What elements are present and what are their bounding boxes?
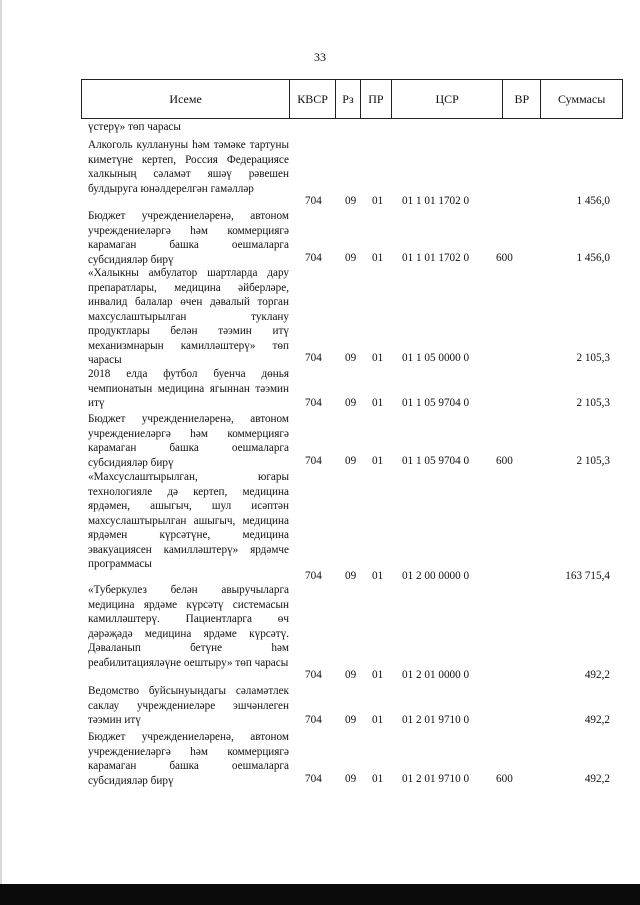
row-sum: 1 456,0: [576, 252, 610, 264]
row-name: үстерү» төп чарасы: [88, 121, 181, 133]
row-sum: 2 105,3: [576, 455, 610, 467]
row-name: «Халыкны амбулатор шартларда дару препаратлары, медицина әйберләре, инвалид балалар өчен дәвалый торган махсуслаштырылган туклану продуктлары белән тәэмин итү механизмнарын камилләштерү» төп чарасы: [88, 267, 289, 366]
row-kvsr: 704: [305, 397, 322, 409]
row-sum: 1 456,0: [576, 195, 610, 207]
row-csr: 01 1 05 9704 0: [402, 397, 470, 409]
row-kvsr: 704: [305, 570, 322, 582]
row-pr: 01: [372, 397, 384, 409]
row-csr: 01 2 01 9710 0: [402, 714, 470, 726]
row-vr: 600: [496, 773, 513, 785]
row-rz: 09: [345, 252, 357, 264]
row-name: «Махсуслаштырылган, югары технологияле дә кертеп, медицина ярдәмен, ашыгыч, шул исәптән махсуслаштырылган ашыгыч, медицина ярдәмен күрсәтүне, медицина эвакуациясен камилләштерү» ярдәмче программасы: [88, 471, 289, 570]
row-csr: 01 1 05 0000 0: [402, 352, 470, 364]
row-rz: 09: [345, 455, 357, 467]
header-pr: ПР: [361, 80, 392, 118]
header-vr: ВР: [503, 80, 541, 118]
row-sum: 492,2: [584, 669, 610, 681]
row-rz: 09: [345, 195, 357, 207]
header-csr: ЦСР: [392, 80, 504, 118]
row-csr: 01 2 01 9710 0: [402, 773, 470, 785]
row-csr: 01 1 05 9704 0: [402, 455, 470, 467]
row-kvsr: 704: [305, 252, 322, 264]
row-sum: 492,2: [584, 773, 610, 785]
row-kvsr: 704: [305, 195, 322, 207]
row-rz: 09: [345, 397, 357, 409]
header-rz: Рз: [336, 80, 361, 118]
row-kvsr: 704: [305, 773, 322, 785]
table-header: [81, 79, 623, 119]
row-csr: 01 1 01 1702 0: [402, 252, 470, 264]
row-sum: 2 105,3: [576, 397, 610, 409]
row-sum: 492,2: [584, 714, 610, 726]
row-name: Бюджет учреждениеләренә, автоном учреждениеләргә һәм коммерциягә карамаган башка оешмаларга субсидияләр бирү: [88, 413, 289, 469]
page-number: 33: [314, 50, 326, 64]
row-kvsr: 704: [305, 669, 322, 681]
row-pr: 01: [372, 570, 384, 582]
row-csr: 01 2 01 0000 0: [402, 669, 470, 681]
header-kvsr: КВСР: [290, 80, 336, 118]
row-sum: 163 715,4: [565, 570, 610, 582]
row-rz: 09: [345, 352, 357, 364]
row-name: Бюджет учреждениеләренә, автоном учреждениеләргә һәм коммерциягә карамаган башка оешмаларга субсидияләр бирү: [88, 731, 289, 787]
scan-edge: [0, 0, 2, 884]
row-pr: 01: [372, 195, 384, 207]
row-rz: 09: [345, 669, 357, 681]
row-kvsr: 704: [305, 455, 322, 467]
row-vr: 600: [496, 455, 513, 467]
row-sum: 2 105,3: [576, 352, 610, 364]
header-name: Исеме: [82, 80, 290, 118]
row-pr: 01: [372, 455, 384, 467]
row-pr: 01: [372, 773, 384, 785]
row-rz: 09: [345, 773, 357, 785]
header-sum: Суммасы: [557, 91, 606, 106]
row-pr: 01: [372, 352, 384, 364]
row-pr: 01: [372, 252, 384, 264]
scan-bottom-border: [0, 884, 640, 905]
row-kvsr: 704: [305, 352, 322, 364]
row-vr: 600: [496, 252, 513, 264]
row-name: Алкоголь куллануны һәм тәмәке тартуны киметүне кертеп, Россия Федерациясе халкының сәламәт яшәү рәвешен булдыруга юнәлдерелгән гамәлләр: [88, 139, 289, 195]
row-kvsr: 704: [305, 714, 322, 726]
row-name: 2018 елда футбол буенча дөнья чемпионатын медицина ягыннан тәэмин итү: [88, 368, 289, 409]
row-name: Бюджет учреждениеләренә, автоном учреждениеләргә һәм коммерциягә карамаган башка оешмаларга субсидияләр бирү: [88, 210, 289, 266]
row-pr: 01: [372, 714, 384, 726]
row-rz: 09: [345, 570, 357, 582]
row-csr: 01 1 01 1702 0: [402, 195, 470, 207]
row-name: «Туберкулез белән авыручыларга медицина ярдәме күрсәтү системасын камилләштерү. Пациентларга өч дәрәҗәдә медицина ярдәме күрсәтү. Дәваланып бетүне һәм реабилитацияләүне оештыру» төп чарасы: [88, 584, 289, 669]
row-pr: 01: [372, 669, 384, 681]
row-name: Ведомство буйсынуындагы сәламәтлек саклау учреждениеләре эшчәнлеген тәэмин итү: [88, 685, 289, 726]
row-csr: 01 2 00 0000 0: [402, 570, 470, 582]
row-rz: 09: [345, 714, 357, 726]
